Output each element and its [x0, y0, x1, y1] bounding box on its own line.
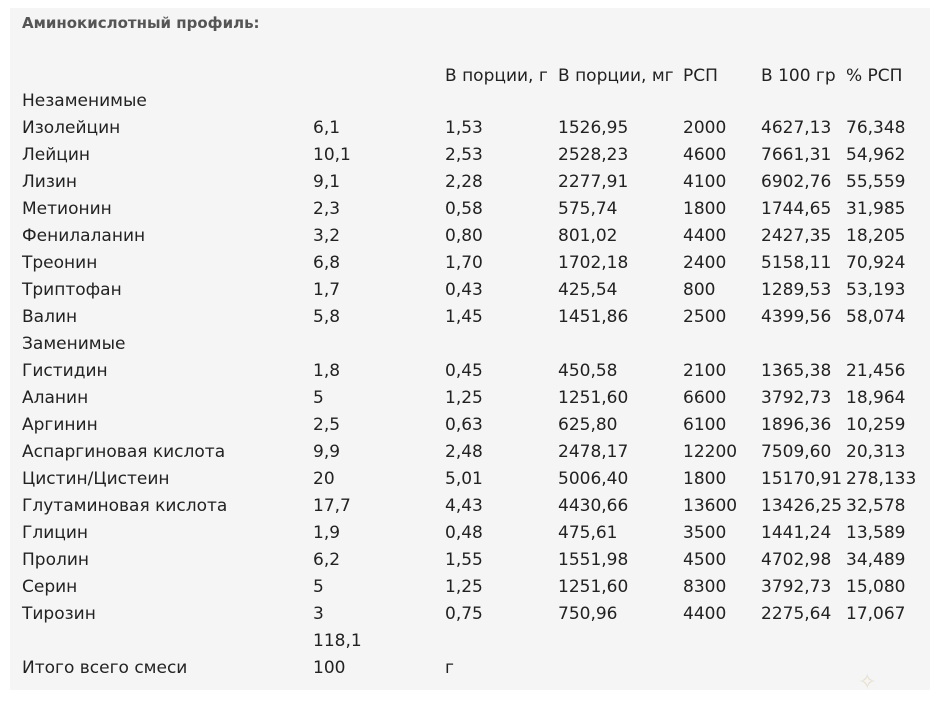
header-per-100g: В 100 гр [761, 66, 836, 86]
per-100g-cell: 3792,73 [761, 577, 832, 597]
per-100g-cell: 4399,56 [761, 307, 832, 327]
header-per-serving-g: В порции, г [445, 66, 548, 86]
per-100g-cell: 1744,65 [761, 199, 832, 219]
per-serving-mg-cell: 2277,91 [558, 172, 629, 192]
per-100g-cell: 1289,53 [761, 280, 832, 300]
amino-acid-name: Фенилаланин [22, 226, 146, 246]
per-100g-cell: 7661,31 [761, 145, 832, 165]
percent-cell: 2,5 [313, 415, 341, 435]
per-serving-g-cell: 2,48 [445, 442, 483, 462]
rsp-cell: 4500 [683, 550, 727, 570]
per-serving-g-cell: 0,45 [445, 361, 483, 381]
pct-rsp-cell: 20,313 [846, 442, 906, 462]
per-100g-cell: 15170,91 [761, 469, 843, 489]
per-100g-cell: 13426,25 [761, 496, 843, 516]
amino-acid-name: Аспаргиновая кислота [22, 442, 226, 462]
per-serving-mg-cell: 2528,23 [558, 145, 629, 165]
amino-acid-name: Тирозин [22, 604, 96, 624]
amino-acid-name: Глутаминовая кислота [22, 496, 228, 516]
rsp-cell: 4100 [683, 172, 727, 192]
percent-cell: 17,7 [313, 496, 351, 516]
section-row-nonessential [10, 331, 930, 358]
table-row [10, 196, 930, 223]
sum-value: 118,1 [313, 631, 362, 651]
amino-acid-name: Треонин [22, 253, 98, 273]
per-serving-mg-cell: 801,02 [558, 226, 618, 246]
per-serving-mg-cell: 1451,86 [558, 307, 629, 327]
percent-cell: 6,1 [313, 118, 341, 138]
rsp-cell: 4400 [683, 226, 727, 246]
table-row [10, 520, 930, 547]
amino-acid-name: Лейцин [22, 145, 91, 165]
rsp-cell: 13600 [683, 496, 738, 516]
per-serving-g-cell: 0,63 [445, 415, 483, 435]
table-row [10, 493, 930, 520]
amino-acid-name: Изолейцин [22, 118, 121, 138]
amino-acid-name: Пролин [22, 550, 90, 570]
section-label: Заменимые [22, 334, 126, 354]
rsp-cell: 4600 [683, 145, 727, 165]
table-row [10, 601, 930, 628]
per-100g-cell: 6902,76 [761, 172, 832, 192]
pct-rsp-cell: 18,205 [846, 226, 906, 246]
section-label: Незаменимые [22, 91, 147, 111]
per-serving-mg-cell: 1551,98 [558, 550, 629, 570]
per-serving-g-cell: 2,28 [445, 172, 483, 192]
table-row [10, 574, 930, 601]
per-100g-cell: 1896,36 [761, 415, 832, 435]
pct-rsp-cell: 55,559 [846, 172, 906, 192]
per-serving-mg-cell: 5006,40 [558, 469, 629, 489]
percent-cell: 6,2 [313, 550, 341, 570]
per-serving-g-cell: 4,43 [445, 496, 483, 516]
pct-rsp-cell: 54,962 [846, 145, 906, 165]
per-serving-g-cell: 1,25 [445, 577, 483, 597]
per-serving-mg-cell: 1702,18 [558, 253, 629, 273]
table-row [10, 466, 930, 493]
watermark: ✧ [858, 670, 877, 695]
rsp-cell: 6100 [683, 415, 727, 435]
table-row [10, 115, 930, 142]
table-row [10, 169, 930, 196]
rsp-cell: 3500 [683, 523, 727, 543]
amino-acid-name: Глицин [22, 523, 89, 543]
amino-acid-name: Аргинин [22, 415, 98, 435]
sum-row [10, 628, 930, 655]
percent-cell: 3 [313, 604, 324, 624]
per-100g-cell: 7509,60 [761, 442, 832, 462]
amino-acid-name: Метионин [22, 199, 112, 219]
per-serving-g-cell: 1,55 [445, 550, 483, 570]
amino-acid-name: Триптофан [22, 280, 122, 300]
pct-rsp-cell: 76,348 [846, 118, 906, 138]
rsp-cell: 2000 [683, 118, 727, 138]
per-serving-mg-cell: 450,58 [558, 361, 618, 381]
per-serving-mg-cell: 1526,95 [558, 118, 629, 138]
per-serving-g-cell: 1,70 [445, 253, 483, 273]
pct-rsp-cell: 58,074 [846, 307, 906, 327]
per-serving-g-cell: 2,53 [445, 145, 483, 165]
percent-cell: 1,9 [313, 523, 341, 543]
percent-cell: 2,3 [313, 199, 341, 219]
percent-cell: 20 [313, 469, 335, 489]
percent-cell: 5 [313, 577, 324, 597]
table-row [10, 385, 930, 412]
total-unit: г [445, 658, 454, 678]
rsp-cell: 2500 [683, 307, 727, 327]
per-100g-cell: 1365,38 [761, 361, 832, 381]
percent-cell: 5,8 [313, 307, 341, 327]
per-serving-g-cell: 1,25 [445, 388, 483, 408]
rsp-cell: 800 [683, 280, 716, 300]
percent-cell: 5 [313, 388, 324, 408]
per-serving-mg-cell: 750,96 [558, 604, 618, 624]
table-row [10, 223, 930, 250]
pct-rsp-cell: 17,067 [846, 604, 906, 624]
pct-rsp-cell: 10,259 [846, 415, 906, 435]
pct-rsp-cell: 70,924 [846, 253, 906, 273]
pct-rsp-cell: 31,985 [846, 199, 906, 219]
section-row-essential [10, 88, 930, 115]
table-row [10, 547, 930, 574]
table-row [10, 304, 930, 331]
rsp-cell: 1800 [683, 469, 727, 489]
amino-acid-name: Аланин [22, 388, 89, 408]
rsp-cell: 6600 [683, 388, 727, 408]
total-label: Итого всего смеси [22, 658, 188, 678]
total-row [10, 655, 930, 682]
percent-cell: 6,8 [313, 253, 341, 273]
rsp-cell: 8300 [683, 577, 727, 597]
pct-rsp-cell: 32,578 [846, 496, 906, 516]
section-title: Аминокислотный профиль: [22, 14, 260, 32]
header-per-serving-mg: В порции, мг [558, 66, 674, 86]
per-100g-cell: 4702,98 [761, 550, 832, 570]
header-rsp: РСП [683, 66, 718, 86]
amino-acid-name: Лизин [22, 172, 78, 192]
percent-cell: 9,1 [313, 172, 341, 192]
per-serving-g-cell: 0,48 [445, 523, 483, 543]
per-serving-mg-cell: 625,80 [558, 415, 618, 435]
pct-rsp-cell: 18,964 [846, 388, 906, 408]
per-100g-cell: 4627,13 [761, 118, 832, 138]
per-serving-g-cell: 0,58 [445, 199, 483, 219]
percent-cell: 10,1 [313, 145, 351, 165]
percent-cell: 9,9 [313, 442, 341, 462]
per-serving-mg-cell: 2478,17 [558, 442, 629, 462]
pct-rsp-cell: 21,456 [846, 361, 906, 381]
rsp-cell: 2100 [683, 361, 727, 381]
per-100g-cell: 3792,73 [761, 388, 832, 408]
per-serving-g-cell: 0,80 [445, 226, 483, 246]
per-serving-g-cell: 0,43 [445, 280, 483, 300]
table-row [10, 412, 930, 439]
table-row [10, 439, 930, 466]
amino-acid-name: Гистидин [22, 361, 108, 381]
rsp-cell: 2400 [683, 253, 727, 273]
per-serving-g-cell: 1,53 [445, 118, 483, 138]
per-serving-mg-cell: 1251,60 [558, 388, 629, 408]
total-value: 100 [313, 658, 346, 678]
per-100g-cell: 5158,11 [761, 253, 832, 273]
per-serving-mg-cell: 575,74 [558, 199, 618, 219]
amino-acid-name: Валин [22, 307, 78, 327]
header-pct-rsp: % РСП [846, 66, 903, 86]
percent-cell: 3,2 [313, 226, 341, 246]
table-row [10, 358, 930, 385]
rsp-cell: 4400 [683, 604, 727, 624]
rsp-cell: 12200 [683, 442, 738, 462]
percent-cell: 1,8 [313, 361, 341, 381]
percent-cell: 1,7 [313, 280, 341, 300]
amino-acid-profile-panel [10, 8, 930, 690]
per-serving-mg-cell: 425,54 [558, 280, 618, 300]
per-100g-cell: 1441,24 [761, 523, 832, 543]
per-serving-g-cell: 5,01 [445, 469, 483, 489]
table-row [10, 250, 930, 277]
per-serving-mg-cell: 475,61 [558, 523, 618, 543]
per-100g-cell: 2427,35 [761, 226, 832, 246]
table-row [10, 142, 930, 169]
per-serving-g-cell: 1,45 [445, 307, 483, 327]
pct-rsp-cell: 278,133 [846, 469, 917, 489]
pct-rsp-cell: 13,589 [846, 523, 906, 543]
per-serving-mg-cell: 4430,66 [558, 496, 629, 516]
rsp-cell: 1800 [683, 199, 727, 219]
pct-rsp-cell: 34,489 [846, 550, 906, 570]
amino-acid-name: Цистин/Цистеин [22, 469, 170, 489]
pct-rsp-cell: 53,193 [846, 280, 906, 300]
per-serving-g-cell: 0,75 [445, 604, 483, 624]
table-row [10, 277, 930, 304]
per-100g-cell: 2275,64 [761, 604, 832, 624]
pct-rsp-cell: 15,080 [846, 577, 906, 597]
amino-acid-name: Серин [22, 577, 78, 597]
per-serving-mg-cell: 1251,60 [558, 577, 629, 597]
